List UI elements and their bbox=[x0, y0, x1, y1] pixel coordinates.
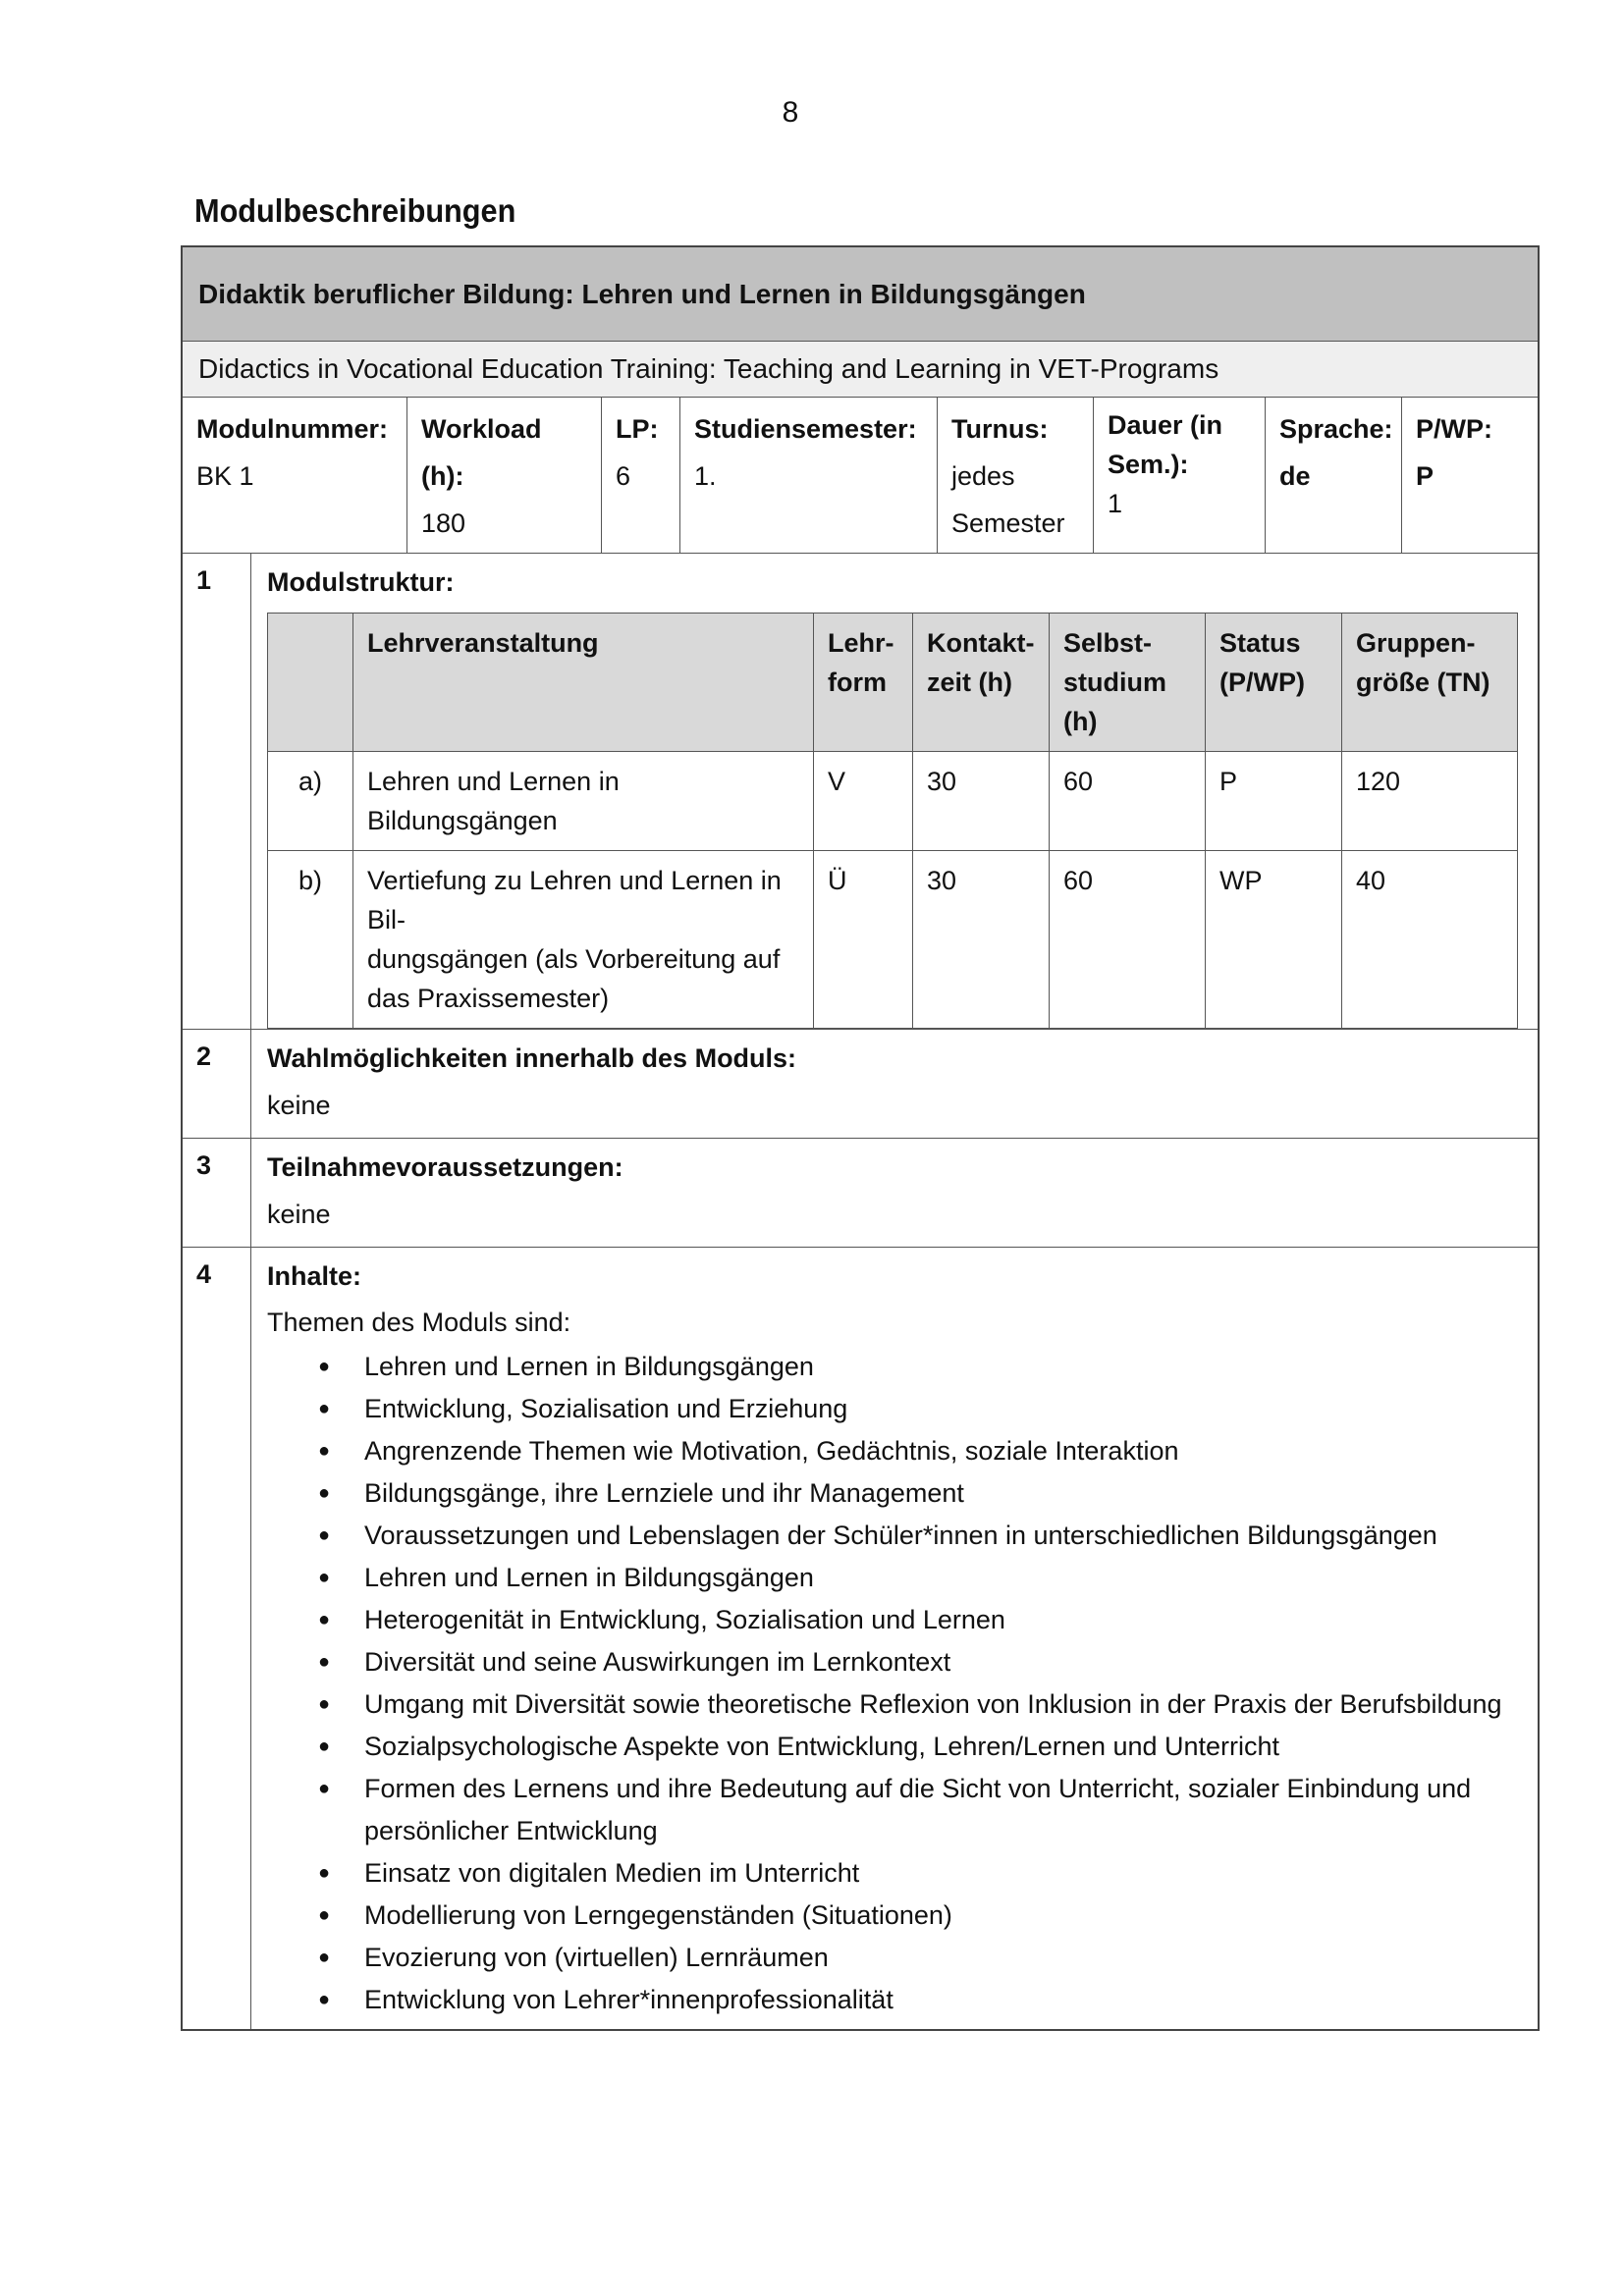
section-title: Teilnahmevoraussetzungen: bbox=[267, 1152, 623, 1182]
list-item: ● Sozialpsychologische Aspekte von Entwicklung, Lehren/Lernen und Unterricht bbox=[267, 1726, 1538, 1768]
row-selbststudium: 60 bbox=[1050, 851, 1206, 1029]
meta-dauer bbox=[1094, 398, 1266, 553]
row-lehrveranstaltung: Lehren und Lernen in Bildungsgängen bbox=[353, 752, 814, 851]
bullet-icon: ● bbox=[318, 1524, 331, 1546]
meta-pwp bbox=[1402, 398, 1538, 553]
bullet-icon: ● bbox=[318, 1947, 331, 1968]
list-item: ● Lehren und Lernen in Bildungsgängen bbox=[267, 1346, 1538, 1388]
section-number: 4 bbox=[183, 1248, 251, 2029]
row-label: b) bbox=[268, 851, 353, 1029]
module-description-table bbox=[181, 245, 1540, 2031]
row-lehrform: V bbox=[814, 752, 913, 851]
sprache-value: de bbox=[1279, 461, 1311, 491]
meta-modulnummer bbox=[183, 398, 407, 553]
list-item: ● Heterogenität in Entwicklung, Sozialisation und Lernen bbox=[267, 1599, 1538, 1641]
meta-lp bbox=[602, 398, 680, 553]
list-item: ● Angrenzende Themen wie Motivation, Gedächtnis, soziale Interaktion bbox=[267, 1430, 1538, 1472]
meta-turnus bbox=[938, 398, 1094, 553]
bullet-icon: ● bbox=[318, 1693, 331, 1715]
modulnummer-label: Modulnummer: bbox=[196, 414, 388, 444]
row-kontaktzeit: 30 bbox=[913, 851, 1050, 1029]
section-teilnahmevoraussetzungen bbox=[183, 1139, 1538, 1248]
pwp-label: P/WP: bbox=[1416, 414, 1492, 444]
row-status: WP bbox=[1206, 851, 1342, 1029]
meta-workload bbox=[407, 398, 602, 553]
section-inhalte bbox=[183, 1248, 1538, 2029]
section-wahlmoeglichkeiten bbox=[183, 1030, 1538, 1139]
list-item: ● Bildungsgänge, ihre Lernziele und ihr Management bbox=[267, 1472, 1538, 1515]
row-gruppengroesse: 120 bbox=[1342, 752, 1518, 851]
meta-studiensemester bbox=[680, 398, 938, 553]
dauer-value: 1 bbox=[1108, 489, 1123, 518]
meta-sprache bbox=[1266, 398, 1402, 553]
list-item: ● Umgang mit Diversität sowie theoretische Reflexion von Inklusion in der Praxis der Berufsbildung bbox=[267, 1683, 1538, 1726]
module-meta-row bbox=[183, 398, 1538, 554]
topics-intro: Themen des Moduls sind: bbox=[267, 1308, 571, 1337]
lp-value: 6 bbox=[616, 461, 631, 491]
list-item: ● Diversität und seine Auswirkungen im Lernkontext bbox=[267, 1641, 1538, 1683]
dauer-label-line1: Dauer (in bbox=[1108, 410, 1223, 440]
dauer-label-line2: Sem.): bbox=[1108, 450, 1189, 479]
bullet-icon: ● bbox=[318, 1651, 331, 1673]
workload-label: Workload (h): bbox=[421, 414, 542, 491]
list-item: ● Entwicklung von Lehrer*innenprofessionalität bbox=[267, 1979, 1538, 2021]
section-text: keine bbox=[267, 1200, 331, 1229]
section-number: 1 bbox=[183, 554, 251, 1029]
list-item: ● Formen des Lernens und ihre Bedeutung auf die Sicht von Unterricht, sozialer Einbindung und persönlicher Entwicklung bbox=[267, 1768, 1538, 1852]
studiensemester-value: 1. bbox=[694, 461, 717, 491]
bullet-icon: ● bbox=[318, 1989, 331, 2010]
header-lehrform: Lehr- form bbox=[814, 614, 913, 752]
module-title-en: Didactics in Vocational Education Training: Teaching and Learning in VET-Programs bbox=[183, 342, 1538, 398]
header-status: Status (P/WP) bbox=[1206, 614, 1342, 752]
header-selbststudium: Selbst- studium (h) bbox=[1050, 614, 1206, 752]
section-heading: Modulbeschreibungen bbox=[194, 192, 516, 229]
section-number: 3 bbox=[183, 1139, 251, 1247]
sprache-label: Sprache: bbox=[1279, 414, 1393, 444]
row-lehrveranstaltung: Vertiefung zu Lehren und Lernen in Bil- dungsgängen (als Vorbereitung auf das Praxissemester) bbox=[353, 851, 814, 1029]
section-text: keine bbox=[267, 1091, 331, 1120]
workload-value: 180 bbox=[421, 508, 466, 538]
header-lehrveranstaltung: Lehrveranstaltung bbox=[353, 614, 814, 752]
bullet-icon: ● bbox=[318, 1904, 331, 1926]
list-item: ● Voraussetzungen und Lebenslagen der Schüler*innen in unterschiedlichen Bildungsgängen bbox=[267, 1515, 1538, 1557]
bullet-icon: ● bbox=[318, 1482, 331, 1504]
module-title-de: Didaktik beruflicher Bildung: Lehren und Lernen in Bildungsgängen bbox=[183, 247, 1538, 342]
row-selbststudium: 60 bbox=[1050, 752, 1206, 851]
section-title: Inhalte: bbox=[267, 1261, 362, 1291]
section-number: 2 bbox=[183, 1030, 251, 1138]
studiensemester-label: Studiensemester: bbox=[694, 414, 917, 444]
section-title: Modulstruktur: bbox=[267, 567, 455, 597]
bullet-icon: ● bbox=[318, 1778, 331, 1799]
row-label: a) bbox=[268, 752, 353, 851]
bullet-icon: ● bbox=[318, 1440, 331, 1462]
header-empty bbox=[268, 614, 353, 752]
bullet-icon: ● bbox=[318, 1356, 331, 1377]
page-number: 8 bbox=[782, 96, 799, 129]
section-title: Wahlmöglichkeiten innerhalb des Moduls: bbox=[267, 1043, 797, 1073]
turnus-label: Turnus: bbox=[951, 414, 1049, 444]
table-row bbox=[268, 851, 1518, 1029]
structure-header-row bbox=[268, 614, 1518, 752]
bullet-icon: ● bbox=[318, 1862, 331, 1884]
row-kontaktzeit: 30 bbox=[913, 752, 1050, 851]
list-item: ● Evozierung von (virtuellen) Lernräumen bbox=[267, 1937, 1538, 1979]
row-lehrform: Ü bbox=[814, 851, 913, 1029]
list-item: ● Modellierung von Lerngegenständen (Situationen) bbox=[267, 1895, 1538, 1937]
bullet-icon: ● bbox=[318, 1609, 331, 1630]
section-modulstruktur bbox=[183, 554, 1538, 1030]
bullet-icon: ● bbox=[318, 1567, 331, 1588]
lp-label: LP: bbox=[616, 414, 659, 444]
pwp-value: P bbox=[1416, 461, 1435, 491]
row-gruppengroesse: 40 bbox=[1342, 851, 1518, 1029]
row-status: P bbox=[1206, 752, 1342, 851]
modulnummer-value: BK 1 bbox=[196, 461, 254, 491]
list-item: ● Entwicklung, Sozialisation und Erziehung bbox=[267, 1388, 1538, 1430]
header-gruppengroesse: Gruppen- größe (TN) bbox=[1342, 614, 1518, 752]
turnus-value-line1: jedes bbox=[951, 461, 1015, 491]
list-item: ● Einsatz von digitalen Medien im Unterricht bbox=[267, 1852, 1538, 1895]
header-kontaktzeit: Kontakt- zeit (h) bbox=[913, 614, 1050, 752]
bullet-icon: ● bbox=[318, 1735, 331, 1757]
turnus-value-line2: Semester bbox=[951, 508, 1065, 538]
table-row bbox=[268, 752, 1518, 851]
topics-list bbox=[267, 1346, 1538, 2021]
bullet-icon: ● bbox=[318, 1398, 331, 1419]
list-item: ● Lehren und Lernen in Bildungsgängen bbox=[267, 1557, 1538, 1599]
structure-table bbox=[267, 613, 1518, 1029]
